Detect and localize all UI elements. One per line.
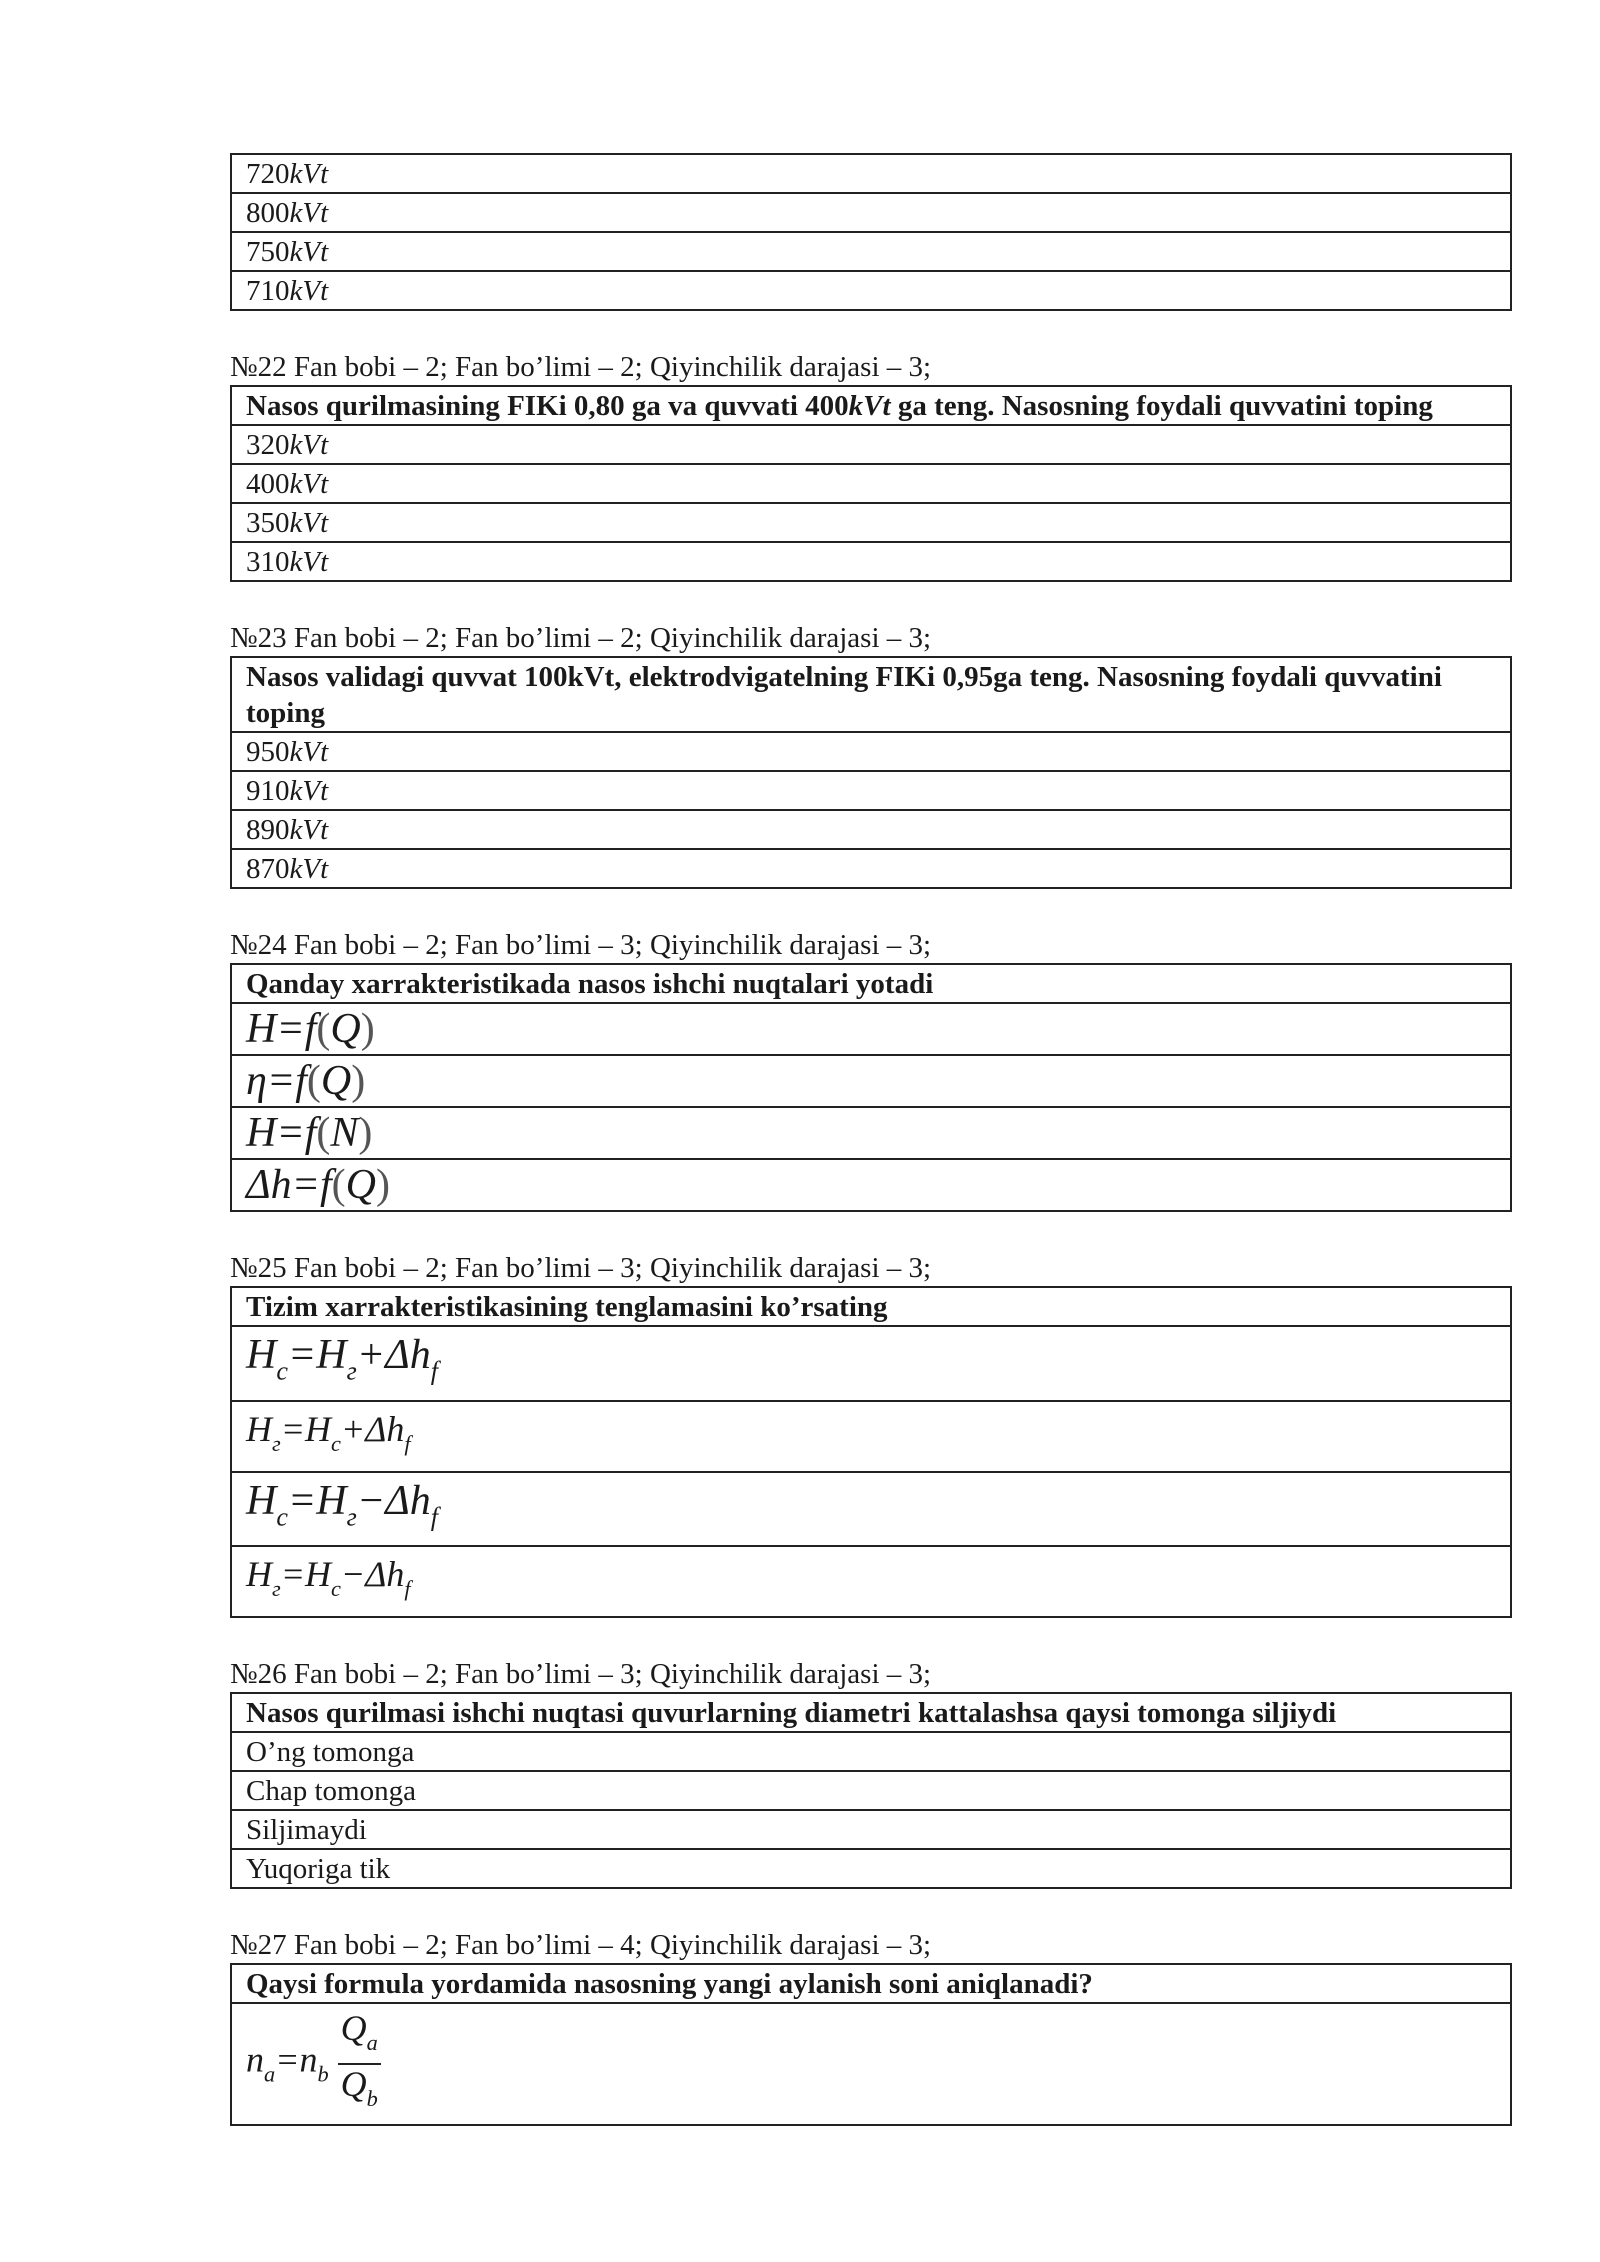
option-unit: kVt [289,236,329,268]
option-value: 910 [246,775,290,807]
option-row [231,1810,1511,1849]
option-row [231,232,1511,271]
option-row [231,1771,1511,1810]
question-27-stem: Qaysi formula yordamida nasosning yangi aylanish soni aniqlanadi? [231,1964,1511,2003]
formula-option-row: H=f(N) [231,1107,1511,1159]
formula-option-row: H=f(Q) [231,1003,1511,1055]
option-unit: kVt [289,736,329,768]
formula-option-row: $H_c=H_г+\Delta h_f$ [231,1326,1511,1401]
option-value: 890 [246,814,290,846]
option-unit: kVt [289,853,329,885]
document-page [230,153,1512,2126]
option-row [231,193,1511,232]
question-24-header: №24 Fan bobi – 2; Fan bo’limi – 3; Qiyinchilik darajasi – 3; [230,929,932,961]
option-unit: kVt [289,275,329,307]
fraction: $\frac{Q_a}{Q_b}$ [338,2009,381,2117]
question-22-table [230,385,1512,582]
option-row [231,464,1511,503]
option-value: 310 [246,546,290,578]
option-unit: kVt [289,814,329,846]
option-text: O’ng tomonga [231,1732,1511,1771]
option-row [231,542,1511,581]
option-value: 400 [246,468,290,500]
formula-option-row: $H_г=H_c+\Delta h_f$ [231,1401,1511,1472]
option-unit: kVt [289,468,329,500]
option-text: Chap tomonga [231,1771,1511,1810]
formula-option-row: $H_c=H_г-\Delta h_f$ [231,1472,1511,1547]
option-value: 950 [246,736,290,768]
option-unit: kVt [289,546,329,578]
option-value: 720 [246,158,290,190]
question-24-table [230,963,1512,1212]
option-text: Siljimaydi [231,1810,1511,1849]
option-value: 870 [246,853,290,885]
question-22-stem: Nasos qurilmasining FIKi 0,80 ga va quvvati 400kVt ga teng. Nasosning foydali quvvatini toping [231,386,1511,425]
question-27-header: №27 Fan bobi – 2; Fan bo’limi – 4; Qiyinchilik darajasi – 3; [230,1929,932,1962]
option-row [231,810,1511,849]
formula-option-row [231,2003,1511,2124]
formula-option-row: Δh=f(Q) [231,1159,1511,1211]
option-unit: kVt [289,197,329,229]
option-value: 320 [246,429,290,461]
question-24-stem: Qanday xarrakteristikada nasos ishchi nuqtalari yotadi [231,964,1511,1003]
question-25-stem: Tizim xarrakteristikasining tenglamasini ko’rsating [231,1287,1511,1326]
question-26-stem: Nasos qurilmasi ishchi nuqtasi quvurlarning diametri kattalashsa qaysi tomonga siljiydi [231,1693,1511,1732]
question-23-header: №23 Fan bobi – 2; Fan bo’limi – 2; Qiyinchilik darajasi – 3; [230,622,932,654]
option-row [231,1849,1511,1888]
question-26-header: №26 Fan bobi – 2; Fan bo’limi – 3; Qiyinchilik darajasi – 3; [230,1658,932,1691]
option-unit: kVt [289,429,329,461]
question-23-table [230,656,1512,889]
question-27-table [230,1963,1512,2125]
option-row [231,732,1511,771]
option-row [231,771,1511,810]
option-row [231,425,1511,464]
question-22-header: №22 Fan bobi – 2; Fan bo’limi – 2; Qiyinchilik darajasi – 3; [230,351,932,383]
formula-option-row: η=f(Q) [231,1055,1511,1107]
question-25-table [230,1286,1512,1618]
question-21-options-table [230,153,1512,311]
option-row [231,849,1511,888]
question-26-table [230,1692,1512,1889]
option-row [231,271,1511,310]
option-unit: kVt [289,507,329,539]
option-unit: kVt [289,158,329,190]
option-text: Yuqoriga tik [231,1849,1511,1888]
option-unit: kVt [289,775,329,807]
option-value: 750 [246,236,290,268]
option-row [231,1732,1511,1771]
question-25-header: №25 Fan bobi – 2; Fan bo’limi – 3; Qiyinchilik darajasi – 3; [230,1252,932,1284]
option-row [231,503,1511,542]
option-value: 350 [246,507,290,539]
option-value: 710 [246,275,290,307]
option-row [231,154,1511,193]
rotation-speed-formula: $n_a=n_b$ $\frac{Q_a}{Q_b}$ [246,2005,1496,2123]
question-23-stem: Nasos validagi quvvat 100kVt, elektrodvigatelning FIKi 0,95ga teng. Nasosning foydali quvvatini toping [231,657,1511,732]
option-value: 800 [246,197,290,229]
formula-option-row: $H_г=H_c-\Delta h_f$ [231,1546,1511,1617]
